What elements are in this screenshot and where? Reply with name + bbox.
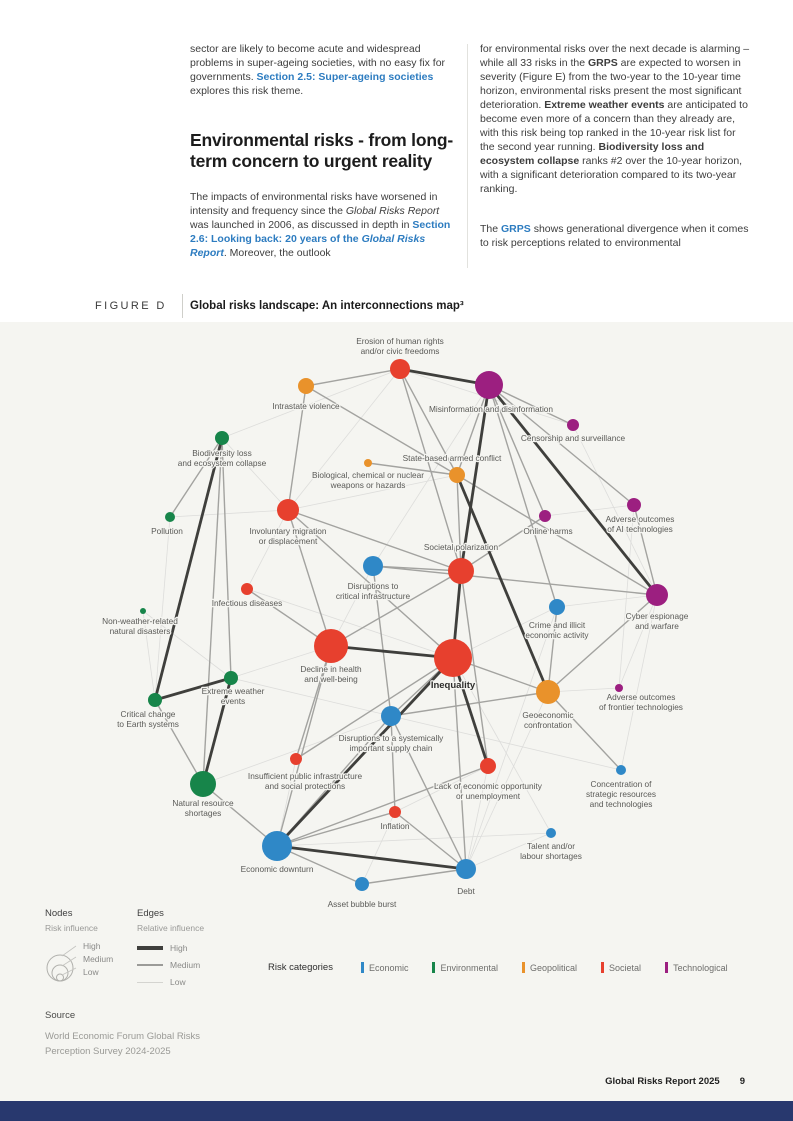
- risk-label-criticalinfra: Disruptions to critical infrastructure: [335, 581, 411, 601]
- category-label: Environmental: [440, 962, 498, 973]
- category-label: Societal: [609, 962, 642, 973]
- risk-categories-label: Risk categories: [268, 962, 333, 973]
- category-color-swatch: [601, 962, 604, 973]
- edge-infectious-migration: [247, 510, 288, 589]
- nodes-legend-subtitle: Risk influence: [45, 923, 98, 933]
- nodes-legend-title: Nodes: [45, 908, 73, 919]
- risk-label-bioweapons: Biological, chemical or nuclear weapons or hazards: [311, 470, 425, 490]
- category-label: Technological: [673, 962, 728, 973]
- edge-biodiversity-naturalresources: [203, 438, 222, 784]
- section-heading: Environmental risks - from long-term concern to urgent reality: [190, 130, 453, 171]
- figure-label: FIGURE D: [95, 300, 167, 312]
- risk-node-infectious: [241, 583, 253, 595]
- risk-node-concentration: [616, 765, 626, 775]
- edge-sbac-polarization: [457, 475, 461, 571]
- risk-label-sbac: State-based armed conflict: [402, 453, 502, 463]
- risk-label-infrastructure: Insufficient public infrastructure and social protections: [247, 771, 363, 791]
- risk-label-biodiversity: Biodiversity loss and ecosystem collapse: [177, 448, 267, 468]
- risk-category-environmental: [432, 962, 498, 973]
- risk-node-criticalinfra: [363, 556, 383, 576]
- risk-label-ai: Adverse outcomes of AI technologies: [605, 514, 675, 534]
- risk-category-geopolitical: [522, 962, 577, 973]
- interconnections-map: [0, 322, 793, 922]
- risk-label-concentration: Concentration of strategic resources and technologies: [585, 779, 657, 809]
- risk-node-nonweather: [140, 608, 146, 614]
- edge-criticalinfra-cyber: [373, 566, 657, 595]
- risk-node-intrastate: [298, 378, 314, 394]
- risk-node-inequality: [434, 639, 472, 677]
- edge-sample-low: [137, 982, 163, 983]
- edge-misinfo-ai: [489, 385, 634, 505]
- risk-categories-legend: [268, 962, 752, 973]
- text-segment: The: [480, 223, 502, 235]
- risk-label-cyber: Cyber espionage and warfare: [625, 611, 689, 631]
- paragraph-environmental-intro: [190, 190, 457, 260]
- inline-section-link[interactable]: Section 2.5: Super-ageing societies: [256, 71, 434, 83]
- risk-category-technological: [665, 962, 728, 973]
- edge-frontier-cyber: [619, 595, 657, 688]
- risk-node-erosion: [390, 359, 410, 379]
- risk-node-bioweapons: [364, 459, 372, 467]
- risk-node-talent: [546, 828, 556, 838]
- footer-report-title: Global Risks Report 2025: [605, 1076, 720, 1087]
- risk-node-polarization: [448, 558, 474, 584]
- edge-misinfo-cyber: [489, 385, 657, 595]
- risk-node-frontier: [615, 684, 623, 692]
- risk-label-frontier: Adverse outcomes of frontier technologies: [599, 692, 683, 712]
- risk-label-nonweather: Non-weather-related natural disasters: [102, 616, 178, 636]
- risk-node-inflation: [389, 806, 401, 818]
- text-segment: shows generational divergence when it comes to risk perceptions related to environmental: [480, 223, 749, 249]
- text-segment: The impacts of environmental risks have worsened in intensity and frequency since the: [190, 191, 438, 217]
- source-block: [45, 1010, 200, 1059]
- footer-page-number: 9: [739, 1076, 745, 1087]
- bottom-brand-bar: [0, 1101, 793, 1121]
- risk-node-sbac: [449, 467, 465, 483]
- risk-label-onlineharms: Online harms: [523, 526, 573, 536]
- risk-node-cyber: [646, 584, 668, 606]
- risk-label-earthsystems: Critical change to Earth systems: [117, 709, 179, 729]
- column-divider: [467, 44, 468, 268]
- paragraph-super-ageing: [190, 42, 457, 98]
- edges-legend-title: Edges: [137, 908, 164, 919]
- risk-label-infectious: Infectious diseases: [211, 598, 283, 608]
- text-segment: for environmental risks over the next decade is alarming – while all 33 risks in the: [480, 43, 750, 69]
- risk-label-assetbubble: Asset bubble burst: [327, 899, 397, 909]
- edge-biodiversity-earthsystems: [155, 438, 222, 700]
- figure-title: Global risks landscape: An interconnections map³: [190, 300, 464, 312]
- risk-node-crime: [549, 599, 565, 615]
- inline-section-link[interactable]: GRPS: [501, 223, 531, 235]
- risk-label-crime: Crime and illicit economic activity: [525, 620, 589, 640]
- edge-sample-medium: [137, 964, 163, 966]
- risk-label-supplychain: Disruptions to a systemically important supply chain: [338, 733, 444, 753]
- edge-pollution-migration: [170, 510, 288, 517]
- risk-node-supplychain: [381, 706, 401, 726]
- text-segment: . Moreover, the outlook: [223, 247, 331, 259]
- text-segment: are anticipated to become even more of a concern than they already are, with this risk being top ranked in the 10-year risk list for the second year running.: [480, 99, 748, 153]
- risk-label-censorship: Censorship and surveillance: [520, 433, 626, 443]
- risk-label-extremeweather: Extreme weather events: [201, 686, 265, 706]
- edge-legend-row-medium: Medium: [137, 960, 257, 970]
- risk-label-migration: Involuntary migration or displacement: [249, 526, 327, 546]
- left-column: [190, 42, 457, 260]
- risk-node-infrastructure: [290, 753, 302, 765]
- risk-node-debt: [456, 859, 476, 879]
- right-column: [480, 42, 752, 250]
- edge-crime-cyber: [557, 595, 657, 607]
- edge-talent-downturn: [277, 833, 551, 846]
- figure-d-area: [0, 322, 793, 1101]
- risk-node-lackopportunity: [480, 758, 496, 774]
- risk-node-onlineharms: [539, 510, 551, 522]
- text-segment: Global Risks Report: [345, 205, 440, 217]
- risk-label-erosion: Erosion of human rights and/or civic freedoms: [356, 336, 444, 356]
- edge-biodiversity-extremeweather: [222, 438, 231, 678]
- risk-node-assetbubble: [355, 877, 369, 891]
- text-segment: ranks #2 over the 10-year horizon, with a significant deterioration compared to its two-year ranking.: [480, 155, 743, 195]
- text-segment: GRPS: [587, 57, 618, 69]
- category-color-swatch: [432, 962, 435, 973]
- edge-legend-row-low: Low: [137, 977, 257, 987]
- edge-supplychain-inflation: [391, 716, 395, 812]
- node-size-legend-graphic: [45, 939, 79, 983]
- risk-category-economic: [361, 962, 409, 973]
- risk-label-intrastate: Intrastate violence: [272, 401, 340, 411]
- page-footer: [605, 1076, 745, 1087]
- category-label: Geopolitical: [530, 962, 578, 973]
- risk-node-censorship: [567, 419, 579, 431]
- risk-node-misinfo: [475, 371, 503, 399]
- figure-header: [95, 294, 753, 318]
- category-color-swatch: [522, 962, 525, 973]
- risk-node-biodiversity: [215, 431, 229, 445]
- risk-label-naturalresources: Natural resource shortages: [172, 798, 234, 818]
- risk-label-polarization: Societal polarization: [423, 542, 499, 552]
- risk-label-inflation: Inflation: [380, 821, 410, 831]
- edge-legend-row-high: High: [137, 943, 257, 953]
- risk-label-debt: Debt: [457, 886, 475, 896]
- source-heading: Source: [45, 1010, 76, 1021]
- text-segment: are expected to worsen in severity (Figure E) from the two-year to the 10-year time horizon, environmental risks present the most significant deterioration.: [480, 57, 742, 111]
- inline-section-link[interactable]: Global Risks Report: [190, 233, 426, 259]
- risk-label-inequality: Inequality: [430, 680, 476, 691]
- risk-node-downturn: [262, 831, 292, 861]
- risk-node-health: [314, 629, 348, 663]
- edge-health-infrastructure: [296, 646, 331, 759]
- source-line: World Economic Forum Global Risks: [45, 1031, 201, 1042]
- paragraph-grps-outlook: [480, 42, 752, 196]
- risk-node-pollution: [165, 512, 175, 522]
- edge-sample-high: [137, 946, 163, 950]
- risk-label-health: Decline in health and well-being: [300, 664, 362, 684]
- labels-layer: [102, 336, 689, 909]
- node-legend-low: Low: [83, 967, 99, 977]
- edges-legend: [137, 908, 257, 994]
- risk-label-pollution: Pollution: [151, 526, 183, 536]
- risk-label-downturn: Economic downturn: [240, 864, 314, 874]
- node-legend-high: High: [83, 941, 101, 951]
- text-segment: sector are likely to become acute and widespread problems in super-ageing societies, with no easy fix for governments.: [190, 43, 446, 83]
- risk-node-ai: [627, 498, 641, 512]
- figure-header-divider: [182, 294, 183, 318]
- category-color-swatch: [361, 962, 364, 973]
- risk-node-migration: [277, 499, 299, 521]
- risk-node-extremeweather: [224, 671, 238, 685]
- node-legend-medium: Medium: [83, 954, 114, 964]
- edges-legend-subtitle: Relative influence: [137, 923, 205, 933]
- risk-node-naturalresources: [190, 771, 216, 797]
- edge-assetbubble-debt: [362, 869, 466, 884]
- text-segment: was launched in 2006, as discussed in depth in: [190, 219, 413, 231]
- text-segment: Biodiversity loss and ecosystem collapse: [480, 141, 705, 167]
- risk-label-talent: Talent and/or labour shortages: [520, 841, 582, 861]
- risk-node-earthsystems: [148, 693, 162, 707]
- risk-label-geoeconomic: Geoeconomic confrontation: [522, 710, 574, 730]
- category-label: Economic: [368, 962, 409, 973]
- risk-label-misinfo: Misinformation and disinformation: [428, 404, 554, 414]
- text-segment: Extreme weather events: [544, 99, 665, 111]
- inline-section-link[interactable]: Section 2.6: Looking back: 20 years of the: [190, 219, 451, 245]
- source-line: Perception Survey 2024-2025: [45, 1046, 171, 1057]
- text-segment: explores this risk theme.: [190, 85, 304, 97]
- risk-category-societal: [601, 962, 641, 973]
- risk-label-lackopportunity: Lack of economic opportunity or unemployment: [434, 781, 542, 801]
- risk-node-geoeconomic: [536, 680, 560, 704]
- paragraph-grps-generational: [480, 222, 752, 250]
- edge-erosion-intrastate: [306, 369, 400, 386]
- category-color-swatch: [665, 962, 668, 973]
